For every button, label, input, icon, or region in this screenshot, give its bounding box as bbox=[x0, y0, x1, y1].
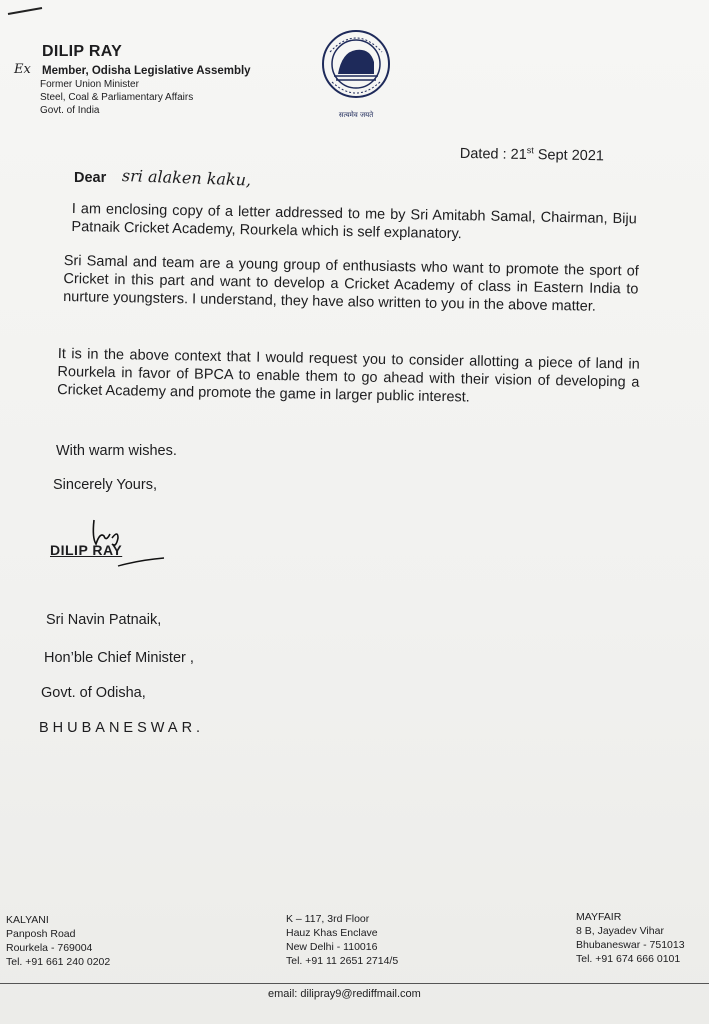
handwritten-salutation: sri alaken kaku, bbox=[121, 166, 252, 190]
addressee-line: Sri Navin Patnaik, bbox=[46, 612, 162, 628]
footer-address-center: K – 117, 3rd Floor Hauz Khas Enclave New Delhi - 110016 Tel. +91 11 2651 2714/5 bbox=[286, 913, 399, 967]
salutation-label: Dear bbox=[74, 170, 107, 186]
letterhead-line: Govt. of India bbox=[40, 105, 100, 116]
odisha-emblem bbox=[320, 22, 392, 122]
addressee-line: Hon’ble Chief Minister , bbox=[44, 650, 194, 666]
emblem-motto: सत्यमेव जयते bbox=[338, 111, 374, 119]
signatory-name: DILIP RAY bbox=[50, 542, 123, 558]
emblem-seal-icon bbox=[320, 22, 392, 122]
footer-email[interactable]: email: dilipray9@rediffmail.com bbox=[268, 988, 421, 1000]
body-paragraph: Sri Samal and team are a young group of enthusiasts who want to promote the sport of Cricket in this part and want to develop a Cricket Academy of class in Eastern India to nurture youngsters. I understand, they have also written to you in the above matter. bbox=[63, 252, 639, 315]
footer-address-right: MAYFAIR 8 B, Jayadev Vihar Bhubaneswar - 751013 Tel. +91 674 666 0101 bbox=[576, 911, 685, 965]
body-paragraph: It is in the above context that I would request you to consider allotting a piece of land in Rourkela in favor of BPCA to enable them to go ahead with their vision of developing a Cricket Academy and promote the game in larger public interest. bbox=[57, 345, 640, 406]
closing-wishes: With warm wishes. bbox=[56, 443, 177, 459]
addressee-city: BHUBANESWAR. bbox=[39, 720, 205, 736]
addressee-line: Govt. of Odisha, bbox=[41, 685, 146, 701]
letterhead-title: Member, Odisha Legislative Assembly bbox=[42, 65, 251, 77]
letterhead-name: DILIP RAY bbox=[42, 43, 123, 60]
letterhead-line: Steel, Coal & Parliamentary Affairs bbox=[40, 92, 194, 103]
letterhead-line: Former Union Minister bbox=[40, 79, 139, 90]
pen-mark bbox=[6, 6, 46, 16]
handwritten-ex-prefix: Ex bbox=[14, 62, 31, 77]
closing-sincerely: Sincerely Yours, bbox=[53, 477, 157, 493]
handwritten-signature bbox=[88, 508, 168, 573]
date-line: Dated : 21st Sept 2021 bbox=[459, 145, 605, 165]
footer-divider bbox=[0, 983, 709, 984]
body-paragraph: I am enclosing copy of a letter addressed to me by Sri Amitabh Samal, Chairman, Biju Patnaik Cricket Academy, Rourkela which is self explanatory. bbox=[71, 200, 637, 243]
footer-address-left: KALYANI Panposh Road Rourkela - 769004 Tel. +91 661 240 0202 bbox=[6, 914, 111, 968]
